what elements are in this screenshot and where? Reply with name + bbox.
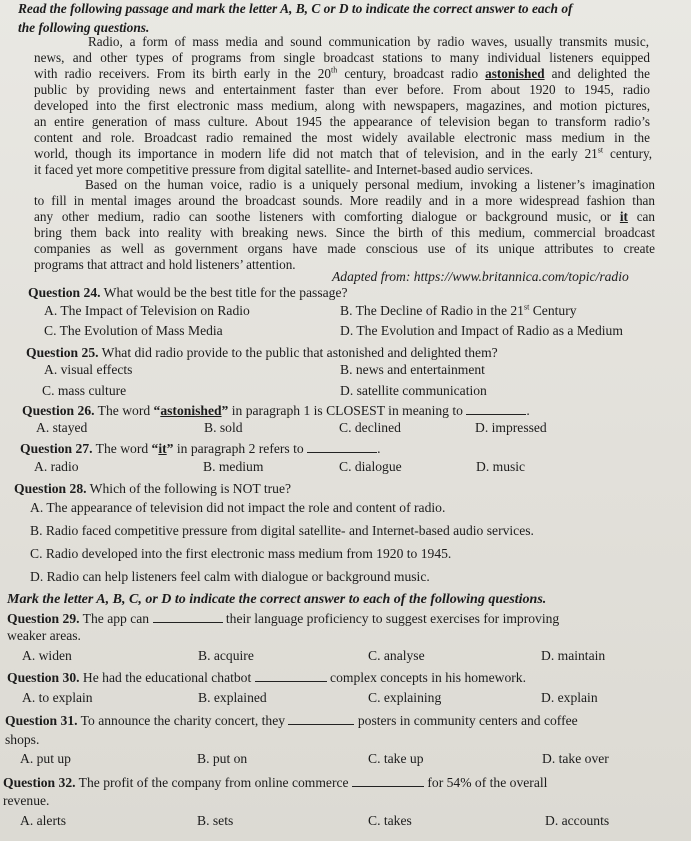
passage-line: any other medium, radio can soothe listeners with comforting dialogue or background music, or it can bbox=[34, 209, 655, 224]
option-26-d[interactable]: D. impressed bbox=[475, 420, 547, 435]
option-28-a[interactable]: A. The appearance of television did not impact the role and content of radio. bbox=[30, 500, 446, 515]
option-27-a[interactable]: A. radio bbox=[34, 459, 79, 474]
answer-blank[interactable] bbox=[153, 612, 223, 623]
option-28-d[interactable]: D. Radio can help listeners feel calm with dialogue or background music. bbox=[30, 569, 430, 584]
option-24-a[interactable]: A. The Impact of Television on Radio bbox=[44, 303, 250, 318]
passage-line: companies as well as government organs have made conscious use of its unique attributes to create bbox=[34, 241, 655, 256]
option-26-c[interactable]: C. declined bbox=[339, 420, 401, 435]
question-30-stem: Question 30. He had the educational chatbot complex concepts in his homework. bbox=[7, 670, 526, 685]
option-31-a[interactable]: A. put up bbox=[20, 751, 71, 766]
option-24-b[interactable]: B. The Decline of Radio in the 21st Century bbox=[340, 302, 577, 318]
keyword-it: it bbox=[619, 209, 628, 224]
option-26-a[interactable]: A. stayed bbox=[36, 420, 88, 435]
passage-line: to fill in mental images around the broadcast sounds. More readily and in a more widespread fashion than bbox=[34, 193, 655, 208]
passage-line: world, though its importance in modern life did not match that of television, and in the early 21st century, bbox=[34, 145, 652, 161]
instruction-heading-2: Mark the letter A, B, C, or D to indicate the correct answer to each of the following questions. bbox=[7, 592, 547, 607]
option-25-b[interactable]: B. news and entertainment bbox=[340, 362, 485, 377]
question-31-stem: Question 31. To announce the charity concert, they posters in community centers and coffee bbox=[5, 713, 578, 728]
option-32-b[interactable]: B. sets bbox=[197, 813, 234, 828]
answer-blank[interactable] bbox=[288, 714, 354, 725]
question-24-stem: Question 24. What would be the best title for the passage? bbox=[28, 285, 348, 300]
option-27-b[interactable]: B. medium bbox=[203, 459, 264, 474]
passage-line: Based on the human voice, radio is a uniquely personal medium, invoking a listener’s imagination bbox=[85, 177, 655, 192]
question-32-stem-cont: revenue. bbox=[3, 793, 50, 808]
option-27-c[interactable]: C. dialogue bbox=[339, 459, 402, 474]
option-31-c[interactable]: C. take up bbox=[368, 751, 424, 766]
instruction-heading-cont: the following questions. bbox=[18, 20, 150, 35]
option-30-b[interactable]: B. explained bbox=[198, 690, 267, 705]
passage-line: with radio receivers. From its birth early in the 20th century, broadcast radio astonished and delighted the bbox=[34, 65, 651, 81]
option-24-d[interactable]: D. The Evolution and Impact of Radio as a Medium bbox=[340, 323, 623, 338]
question-25-stem: Question 25. What did radio provide to the public that astonished and delighted them? bbox=[26, 345, 498, 360]
question-32-stem: Question 32. The profit of the company from online commerce for 54% of the overall bbox=[3, 775, 548, 790]
option-25-d[interactable]: D. satellite communication bbox=[340, 383, 487, 398]
option-25-a[interactable]: A. visual effects bbox=[44, 362, 133, 377]
passage-line: developed into the first electronic mass medium, along with newspapers, magazines, and motion pictures, bbox=[34, 98, 650, 113]
option-26-b[interactable]: B. sold bbox=[204, 420, 243, 435]
option-32-d[interactable]: D. accounts bbox=[545, 813, 610, 828]
question-29-stem-cont: weaker areas. bbox=[7, 628, 81, 643]
passage-line: content and role. Broadcast radio remained the most widely available electronic mass medium in the bbox=[34, 130, 650, 145]
option-25-c[interactable]: C. mass culture bbox=[42, 383, 127, 398]
passage-source: Adapted from: https://www.britannica.com/topic/radio bbox=[332, 269, 629, 284]
option-29-c[interactable]: C. analyse bbox=[368, 648, 425, 663]
option-32-a[interactable]: A. alerts bbox=[20, 813, 67, 828]
option-29-a[interactable]: A. widen bbox=[22, 648, 72, 663]
answer-blank[interactable] bbox=[307, 442, 377, 453]
option-31-b[interactable]: B. put on bbox=[197, 751, 248, 766]
question-26-stem: Question 26. The word “astonished” in paragraph 1 is CLOSEST in meaning to . bbox=[22, 403, 530, 418]
passage-line: Radio, a form of mass media and sound communication by radio waves, usually transmits music, bbox=[88, 34, 649, 49]
option-32-c[interactable]: C. takes bbox=[368, 813, 412, 828]
option-30-a[interactable]: A. to explain bbox=[22, 690, 93, 705]
passage-line: programs that attract and hold listeners’ attention. bbox=[34, 257, 296, 272]
question-28-stem: Question 28. Which of the following is NOT true? bbox=[14, 481, 292, 496]
question-31-stem-cont: shops. bbox=[5, 732, 40, 747]
question-27-stem: Question 27. The word “it” in paragraph 2 refers to . bbox=[20, 441, 381, 456]
option-30-d[interactable]: D. explain bbox=[541, 690, 598, 705]
question-29-stem: Question 29. The app can their language proficiency to suggest exercises for improving bbox=[7, 611, 560, 626]
option-31-d[interactable]: D. take over bbox=[542, 751, 609, 766]
option-30-c[interactable]: C. explaining bbox=[368, 690, 442, 705]
option-28-c[interactable]: C. Radio developed into the first electronic mass medium from 1920 to 1945. bbox=[30, 546, 452, 561]
keyword-astonished: astonished bbox=[485, 66, 545, 81]
passage-line: an entire generation of mass culture. About 1945 the appearance of television began to transform radio’s bbox=[34, 114, 650, 129]
passage-line: public by providing news and entertainment faster than ever before. From about 1920 to 1945, radio bbox=[34, 82, 650, 97]
option-29-b[interactable]: B. acquire bbox=[198, 648, 254, 663]
passage-line: it faced yet more competitive pressure from digital satellite- and Internet-based audio services. bbox=[34, 162, 534, 177]
passage-line: bring them back into reality with breaking news. Since the birth of this medium, commercial broadcast bbox=[34, 225, 655, 240]
option-29-d[interactable]: D. maintain bbox=[541, 648, 606, 663]
option-27-d[interactable]: D. music bbox=[476, 459, 526, 474]
option-28-b[interactable]: B. Radio faced competitive pressure from digital satellite- and Internet-based audio services. bbox=[30, 523, 534, 538]
instruction-heading: Read the following passage and mark the letter A, B, C or D to indicate the correct answer to each of bbox=[18, 1, 573, 16]
answer-blank[interactable] bbox=[352, 776, 424, 787]
option-24-c[interactable]: C. The Evolution of Mass Media bbox=[44, 323, 223, 338]
passage-line: news, and other types of programs from single broadcast stations to many individual listeners equipped bbox=[34, 50, 650, 65]
answer-blank[interactable] bbox=[255, 671, 327, 682]
answer-blank[interactable] bbox=[466, 404, 526, 415]
